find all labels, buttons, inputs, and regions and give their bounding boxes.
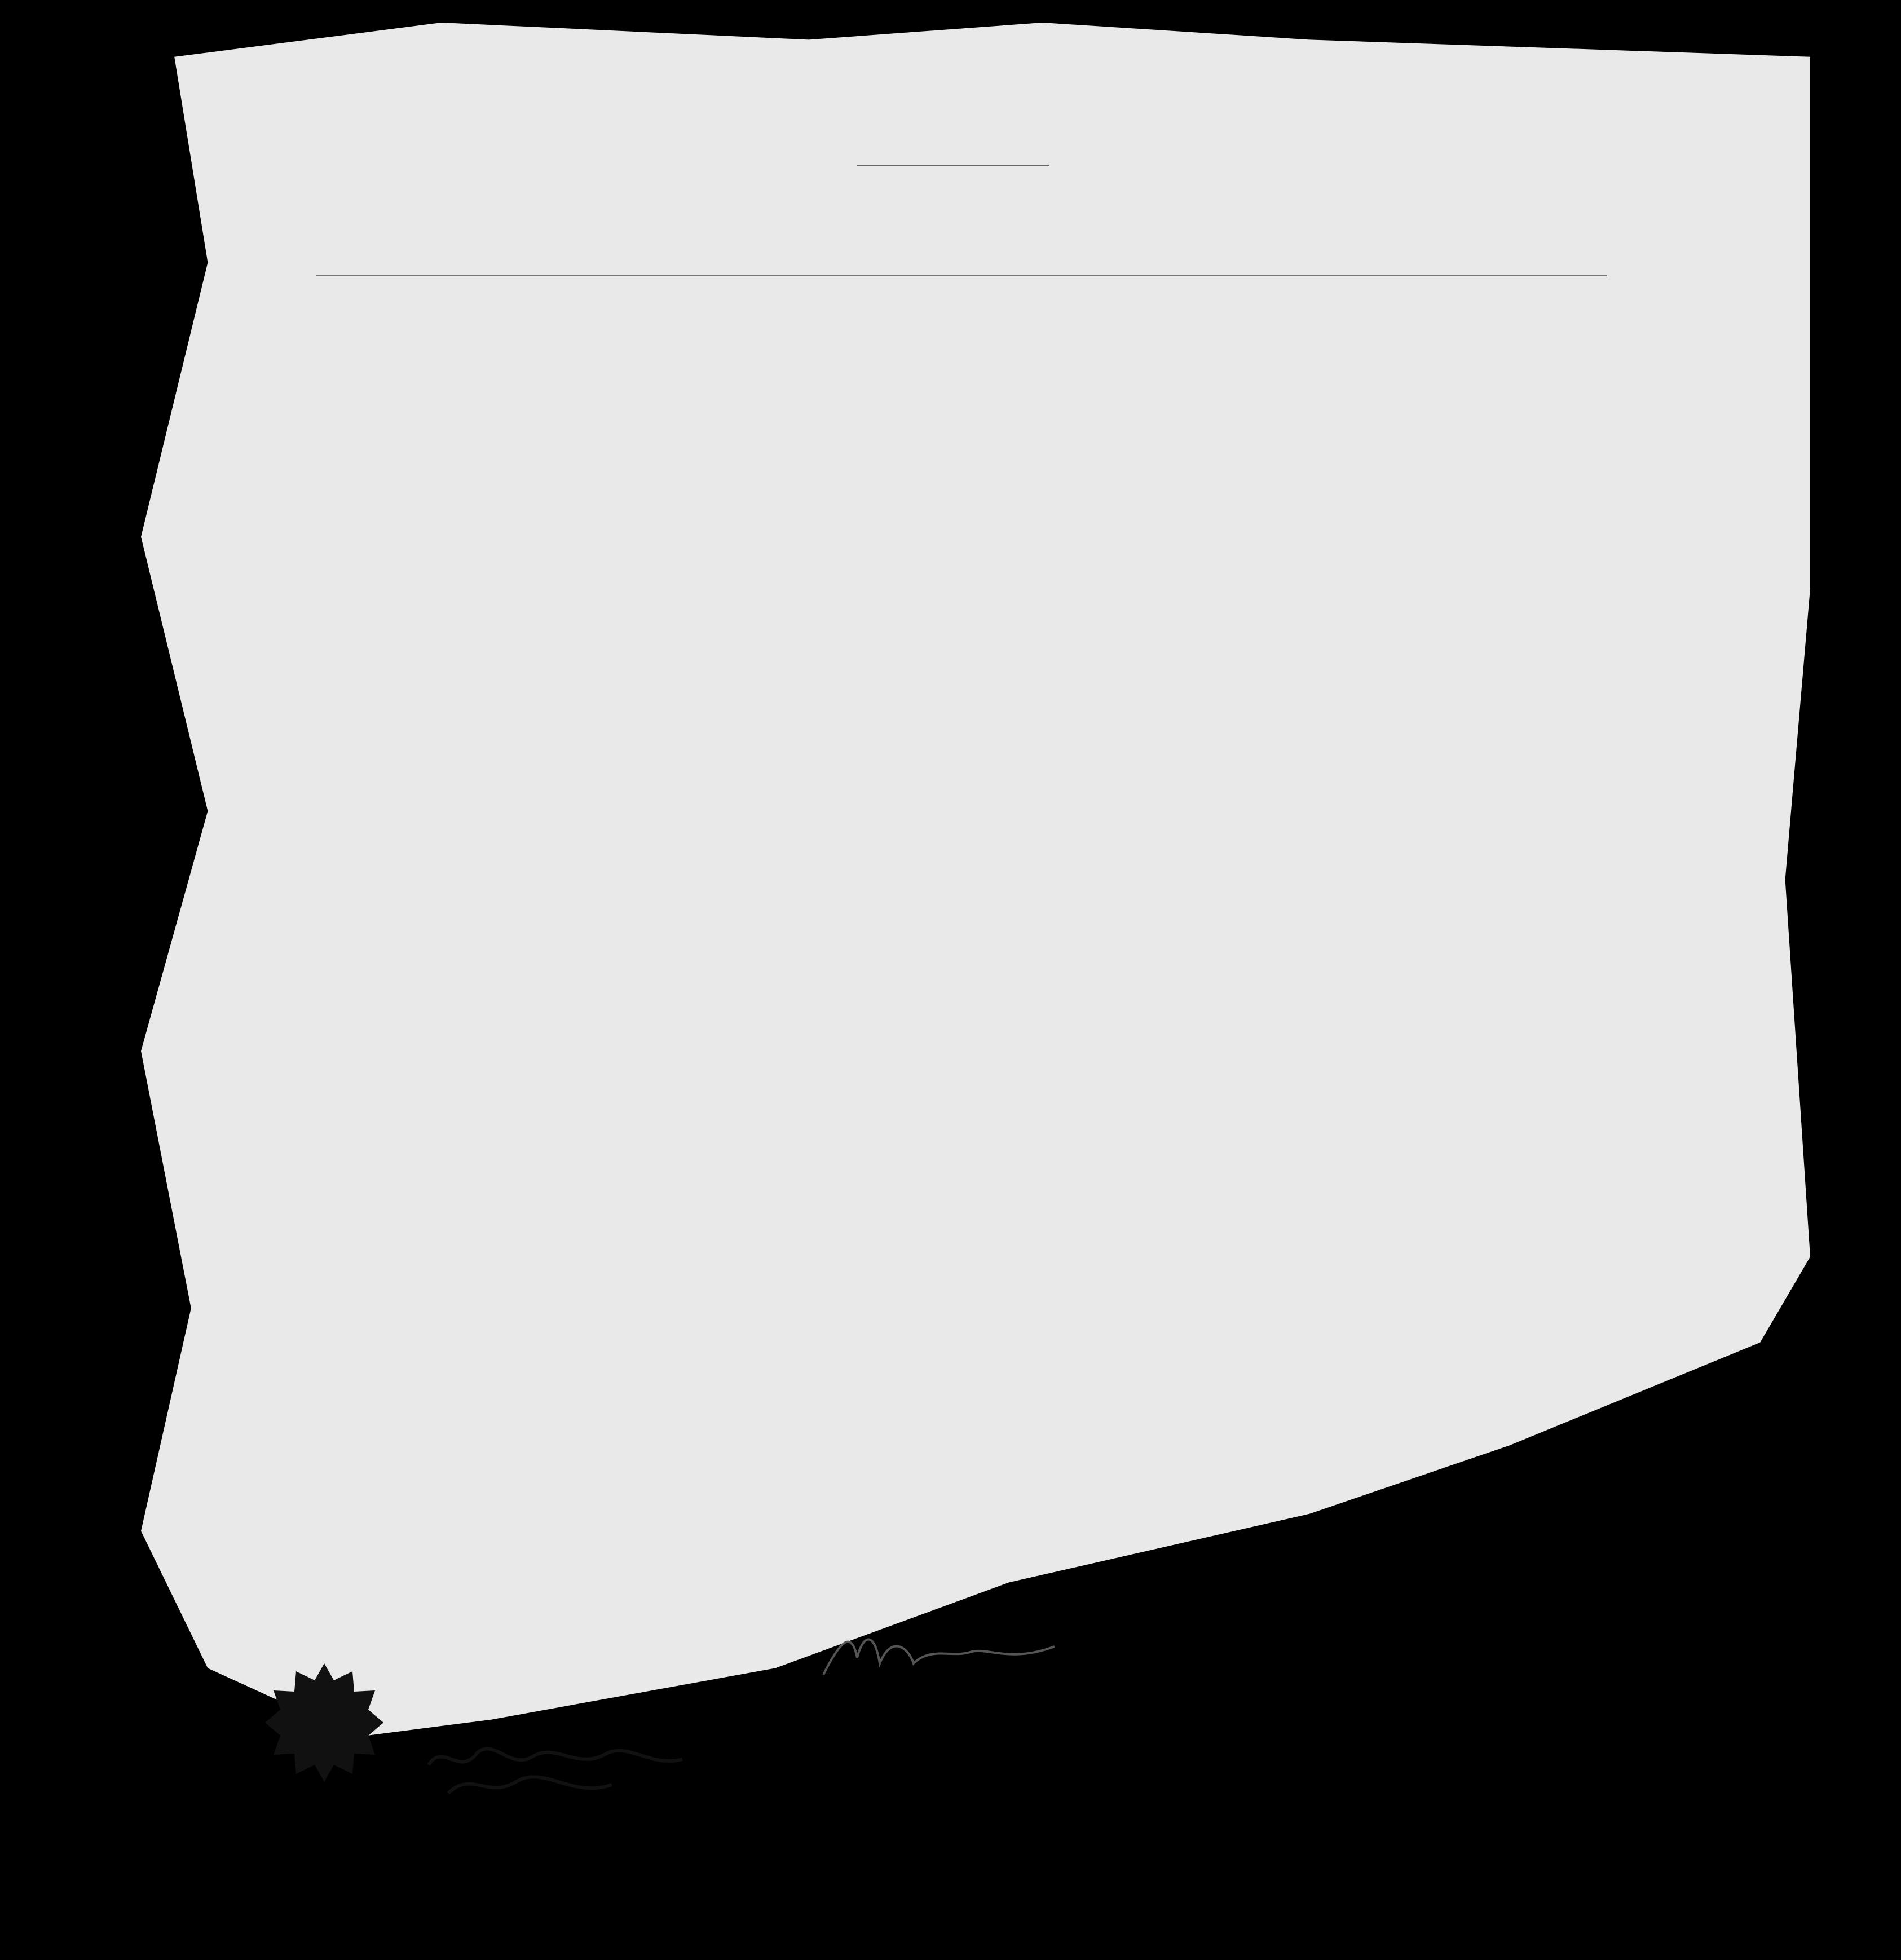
handwritten-via-icon (426, 1737, 685, 1804)
signature-icon (818, 1624, 1060, 1686)
consular-seal-icon (265, 1663, 383, 1782)
manifest-page (141, 23, 1810, 1737)
vessel-underline (316, 275, 1607, 276)
title-rule (857, 165, 1049, 166)
